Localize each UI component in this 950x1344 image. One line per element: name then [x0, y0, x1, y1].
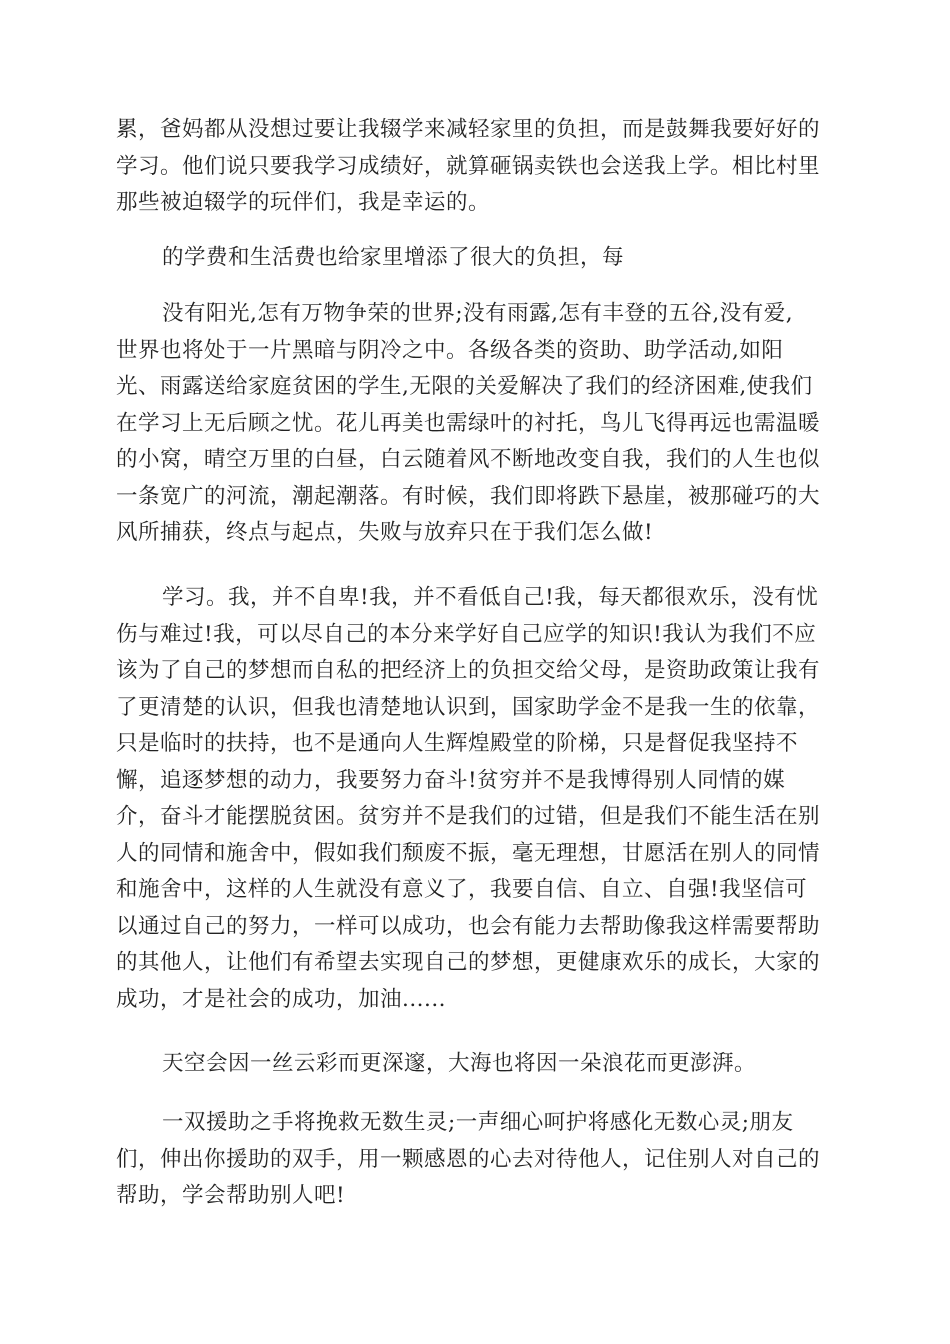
paragraph-line: 们，伸出你援助的双手，用一颗感恩的心去对待他人，记住别人对自己的	[116, 1146, 821, 1172]
paragraph-line: 在学习上无后顾之忧。花儿再美也需绿叶的衬托，鸟儿飞得再远也需温暖	[116, 410, 821, 436]
paragraph-line: 没有阳光,怎有万物争荣的世界;没有雨露,怎有丰登的五谷,没有爱,	[162, 301, 794, 326]
paragraph-line: 一双援助之手将挽救无数生灵;一声细心呵护将感化无数心灵;朋友	[162, 1110, 794, 1135]
paragraph-line: 世界也将处于一片黑暗与阴冷之中。各级各类的资助、助学活动,如阳	[116, 337, 784, 363]
paragraph-line: 学习。他们说只要我学习成绩好，就算砸锅卖铁也会送我上学。相比村里	[116, 153, 821, 179]
paragraph-5	[116, 1046, 834, 1083]
paragraph-line: 那些被迫辍学的玩伴们，我是幸运的。	[116, 190, 491, 215]
paragraph-line: 以通过自己的努力，一样可以成功，也会有能力去帮助像我这样需要帮助	[116, 913, 821, 939]
paragraph-line: 懈，追逐梦想的动力，我要努力奋斗!贫穷并不是我博得别人同情的媒	[116, 767, 786, 793]
paragraph-1	[116, 112, 834, 222]
paragraph-line: 成功，才是社会的成功，加油......	[116, 986, 447, 1012]
paragraph-line: 了更清楚的认识，但我也清楚地认识到，国家助学金不是我一生的依靠，	[116, 694, 821, 720]
paragraph-line: 伤与难过!我，可以尽自己的本分来学好自己应学的知识!我认为我们不应	[116, 621, 817, 647]
paragraph-line: 光、雨露送给家庭贫困的学生,无限的关爱解决了我们的经济困难,使我们	[116, 374, 813, 399]
paragraph-line: 天空会因一丝云彩而更深邃，大海也将因一朵浪花而更澎湃。	[162, 1051, 757, 1076]
paragraph-2	[116, 240, 834, 277]
paragraph-line: 介，奋斗才能摆脱贫困。贫穷并不是我们的过错，但是我们不能生活在别	[116, 804, 821, 829]
paragraph-line: 人的同情和施舍中，假如我们颓废不振，毫无理想，甘愿活在别人的同情	[116, 840, 821, 866]
paragraph-line: 学习。我，并不自卑!我，并不看低自己!我，每天都很欢乐，没有忧	[162, 585, 819, 610]
paragraph-line: 累，爸妈都从没想过要让我辍学来减轻家里的负担，而是鼓舞我要好好的	[116, 117, 821, 142]
paragraph-line: 一条宽广的河流，潮起潮落。有时候，我们即将跌下悬崖，被那碰巧的大	[116, 483, 821, 509]
paragraph-line: 该为了自己的梦想而自私的把经济上的负担交给父母，是资助政策让我有	[116, 658, 821, 683]
paragraph-line: 的学费和生活费也给家里增添了很大的负担，每	[162, 245, 625, 270]
paragraph-4	[116, 580, 834, 1018]
paragraph-line: 只是临时的扶持，也不是通向人生辉煌殿堂的阶梯，只是督促我坚持不	[116, 731, 799, 756]
paragraph-line: 帮助，学会帮助别人吧!	[116, 1183, 346, 1208]
paragraph-line: 风所捕获，终点与起点，失败与放弃只在于我们怎么做!	[116, 520, 654, 545]
paragraph-3	[116, 296, 834, 552]
paragraph-line: 的小窝，晴空万里的白昼，白云随着风不断地改变自我，我们的人生也似	[116, 447, 821, 472]
paragraph-line: 的其他人，让他们有希望去实现自己的梦想，更健康欢乐的成长，大家的	[116, 950, 821, 975]
paragraph-6	[116, 1105, 834, 1215]
paragraph-line: 和施舍中，这样的人生就没有意义了，我要自信、自立、自强!我坚信可	[116, 877, 808, 902]
